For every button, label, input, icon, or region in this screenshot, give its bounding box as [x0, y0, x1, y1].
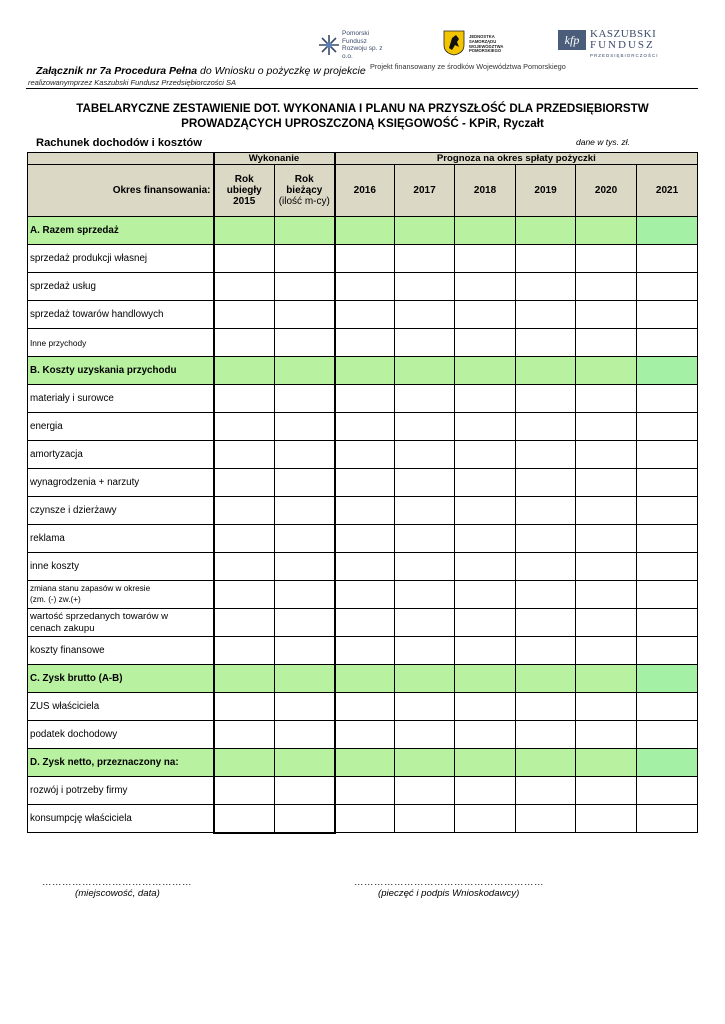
- row-label: [28, 497, 214, 525]
- header-group-row: [28, 153, 698, 165]
- group-execution: Wykonanie: [214, 153, 335, 165]
- unit-note: dane w tys. zł.: [576, 137, 630, 147]
- value-cell[interactable]: [637, 385, 698, 413]
- value-cell[interactable]: [335, 273, 395, 301]
- annex-rest: do Wniosku o pożyczkę w projekcie: [197, 65, 366, 77]
- value-cell[interactable]: [637, 497, 698, 525]
- value-cell[interactable]: [576, 217, 637, 245]
- row-label: [28, 609, 214, 637]
- value-cell[interactable]: [576, 665, 637, 693]
- value-cell[interactable]: [637, 609, 698, 637]
- value-cell[interactable]: [516, 217, 576, 245]
- value-cell[interactable]: [214, 413, 275, 441]
- row-label: [28, 329, 214, 357]
- value-cell[interactable]: [576, 245, 637, 273]
- section-row: [28, 217, 698, 245]
- value-cell[interactable]: [395, 385, 455, 413]
- value-cell[interactable]: [214, 469, 275, 497]
- value-cell[interactable]: [214, 637, 275, 665]
- value-cell[interactable]: [516, 301, 576, 329]
- value-cell[interactable]: [335, 609, 395, 637]
- row-label-text: D. Zysk netto, przeznaczony na:: [30, 757, 179, 768]
- table-row: [28, 805, 698, 833]
- value-cell[interactable]: [576, 749, 637, 777]
- value-cell[interactable]: [637, 301, 698, 329]
- value-cell[interactable]: [576, 329, 637, 357]
- annex-bold: Załącznik nr 7a Procedura Pełna: [36, 65, 198, 77]
- table-row: [28, 441, 698, 469]
- value-cell[interactable]: [395, 581, 455, 609]
- value-cell[interactable]: [637, 469, 698, 497]
- row-label-text: materiały i surowce: [30, 393, 114, 404]
- table-row: [28, 721, 698, 749]
- value-cell[interactable]: [455, 217, 516, 245]
- row-label-text: C. Zysk brutto (A-B): [30, 673, 123, 684]
- voivodeship-logo: [443, 30, 533, 60]
- value-cell[interactable]: [214, 665, 275, 693]
- value-cell[interactable]: [214, 553, 275, 581]
- value-cell[interactable]: [516, 637, 576, 665]
- row-label-text: rozwój i potrzeby firmy: [30, 785, 128, 796]
- value-cell[interactable]: [455, 525, 516, 553]
- value-cell[interactable]: [335, 245, 395, 273]
- value-cell[interactable]: [395, 301, 455, 329]
- value-cell[interactable]: [516, 525, 576, 553]
- value-cell[interactable]: [576, 609, 637, 637]
- row-label-text: czynsze i dzierżawy: [30, 505, 117, 516]
- value-cell[interactable]: [214, 385, 275, 413]
- value-cell[interactable]: [275, 777, 335, 805]
- row-label: [28, 749, 214, 777]
- value-cell[interactable]: [455, 245, 516, 273]
- row-label-text: cenach zakupu: [30, 622, 95, 634]
- value-cell[interactable]: [395, 329, 455, 357]
- value-cell[interactable]: [576, 693, 637, 721]
- row-label-text: Inne przychody: [30, 337, 87, 348]
- value-cell[interactable]: [637, 553, 698, 581]
- row-label: [28, 217, 214, 245]
- value-cell[interactable]: [576, 357, 637, 385]
- row-label: [28, 357, 214, 385]
- table-row: [28, 525, 698, 553]
- row-label: [28, 413, 214, 441]
- value-cell[interactable]: [455, 357, 516, 385]
- value-cell[interactable]: [395, 637, 455, 665]
- pfr-line: Rozwoju sp. z o.o.: [342, 45, 383, 60]
- row-label: [28, 385, 214, 413]
- kfp-mark: kfp: [558, 30, 586, 50]
- value-cell[interactable]: [576, 777, 637, 805]
- row-label-text: B. Koszty uzyskania przychodu: [30, 365, 177, 376]
- row-label-text: zmiana stanu zapasów w okresie: [30, 584, 151, 593]
- value-cell[interactable]: [275, 469, 335, 497]
- pfr-line: Pomorski: [342, 30, 370, 37]
- header-empty-cell: [28, 153, 214, 165]
- woj-line: WOJEWÓDZTWA: [469, 43, 504, 49]
- row-label: [28, 637, 214, 665]
- value-cell[interactable]: [637, 441, 698, 469]
- value-cell[interactable]: [275, 385, 335, 413]
- value-cell[interactable]: [637, 637, 698, 665]
- value-cell[interactable]: [335, 525, 395, 553]
- value-cell[interactable]: [576, 301, 637, 329]
- value-cell[interactable]: [275, 301, 335, 329]
- value-cell[interactable]: [516, 805, 576, 833]
- value-cell[interactable]: [455, 777, 516, 805]
- table-row: [28, 245, 698, 273]
- section-row: [28, 665, 698, 693]
- value-cell[interactable]: [395, 553, 455, 581]
- section-row: [28, 357, 698, 385]
- value-cell[interactable]: [275, 609, 335, 637]
- row-label: [28, 469, 214, 497]
- value-cell[interactable]: [214, 525, 275, 553]
- value-cell[interactable]: [335, 413, 395, 441]
- value-cell[interactable]: [637, 721, 698, 749]
- value-cell[interactable]: [214, 721, 275, 749]
- value-cell[interactable]: [395, 413, 455, 441]
- value-cell[interactable]: [214, 357, 275, 385]
- value-cell[interactable]: [576, 525, 637, 553]
- col-curr-line: bieżący: [286, 185, 323, 196]
- value-cell[interactable]: [275, 665, 335, 693]
- value-cell[interactable]: [455, 385, 516, 413]
- value-cell[interactable]: [214, 273, 275, 301]
- col-curr-year: [275, 165, 335, 217]
- col-curr-line: (ilość m-cy): [278, 196, 330, 207]
- value-cell[interactable]: [516, 553, 576, 581]
- value-cell[interactable]: [576, 497, 637, 525]
- value-cell[interactable]: [275, 749, 335, 777]
- value-cell[interactable]: [637, 581, 698, 609]
- value-cell[interactable]: [455, 413, 516, 441]
- value-cell[interactable]: [637, 525, 698, 553]
- signature-dots-right: …………………………………………………: [354, 877, 544, 888]
- value-cell[interactable]: [335, 581, 395, 609]
- value-cell[interactable]: [275, 329, 335, 357]
- table-row: [28, 777, 698, 805]
- title-line2: PROWADZĄCYCH UPROSZCZONĄ KSIĘGOWOŚĆ - KPiR, Ryczałt: [181, 117, 544, 130]
- value-cell[interactable]: [516, 413, 576, 441]
- table-row: [28, 553, 698, 581]
- value-cell[interactable]: [214, 497, 275, 525]
- value-cell[interactable]: [455, 553, 516, 581]
- row-label-text: ZUS właściciela: [30, 701, 100, 712]
- value-cell[interactable]: [637, 693, 698, 721]
- value-cell[interactable]: [637, 749, 698, 777]
- value-cell[interactable]: [214, 749, 275, 777]
- value-cell[interactable]: [516, 441, 576, 469]
- value-cell[interactable]: [275, 441, 335, 469]
- value-cell[interactable]: [275, 413, 335, 441]
- table-row: [28, 469, 698, 497]
- value-cell[interactable]: [335, 497, 395, 525]
- financial-table: [27, 152, 698, 834]
- value-cell[interactable]: [455, 693, 516, 721]
- header-divider: [26, 88, 698, 89]
- table-row: [28, 385, 698, 413]
- value-cell[interactable]: [455, 329, 516, 357]
- kfp-logo: [558, 28, 658, 62]
- value-cell[interactable]: [335, 637, 395, 665]
- value-cell[interactable]: [214, 777, 275, 805]
- value-cell[interactable]: [335, 469, 395, 497]
- value-cell[interactable]: [395, 441, 455, 469]
- row-label-text: A. Razem sprzedaż: [30, 225, 119, 236]
- value-cell[interactable]: [395, 749, 455, 777]
- value-cell[interactable]: [637, 357, 698, 385]
- col-year: 2019: [516, 165, 576, 217]
- value-cell[interactable]: [214, 441, 275, 469]
- value-cell[interactable]: [335, 749, 395, 777]
- value-cell[interactable]: [275, 525, 335, 553]
- row-label-text: reklama: [30, 533, 65, 544]
- value-cell[interactable]: [395, 693, 455, 721]
- row-label: [28, 245, 214, 273]
- value-cell[interactable]: [395, 217, 455, 245]
- value-cell[interactable]: [335, 357, 395, 385]
- value-cell[interactable]: [637, 413, 698, 441]
- value-cell[interactable]: [214, 693, 275, 721]
- value-cell[interactable]: [395, 721, 455, 749]
- annex-label: [36, 65, 366, 77]
- kfp-line2: FUNDUSZ: [590, 39, 655, 51]
- value-cell[interactable]: [455, 441, 516, 469]
- document-title: [0, 101, 725, 131]
- value-cell[interactable]: [576, 385, 637, 413]
- col-year: 2017: [395, 165, 455, 217]
- value-cell[interactable]: [516, 245, 576, 273]
- period-label: Okres finansowania:: [28, 165, 214, 217]
- row-label-text: sprzedaż produkcji własnej: [30, 253, 148, 264]
- row-label: [28, 805, 214, 833]
- value-cell[interactable]: [516, 693, 576, 721]
- value-cell[interactable]: [395, 805, 455, 833]
- row-label-text: sprzedaż usług: [30, 281, 96, 292]
- value-cell[interactable]: [516, 777, 576, 805]
- woj-line: SAMORZĄDU: [469, 38, 497, 44]
- row-label-text: wartość sprzedanych towarów w: [30, 611, 169, 622]
- row-label-text: (zm. (-) zw.(+): [30, 594, 81, 604]
- value-cell[interactable]: [637, 665, 698, 693]
- value-cell[interactable]: [576, 553, 637, 581]
- row-label: [28, 721, 214, 749]
- value-cell[interactable]: [516, 385, 576, 413]
- value-cell[interactable]: [335, 553, 395, 581]
- value-cell[interactable]: [335, 721, 395, 749]
- col-prev-line: ubiegły: [226, 185, 262, 196]
- value-cell[interactable]: [576, 581, 637, 609]
- table-row: [28, 301, 698, 329]
- value-cell[interactable]: [576, 637, 637, 665]
- value-cell[interactable]: [576, 413, 637, 441]
- value-cell[interactable]: [637, 217, 698, 245]
- col-year: 2021: [637, 165, 698, 217]
- row-label: [28, 441, 214, 469]
- value-cell[interactable]: [395, 273, 455, 301]
- table-row: [28, 329, 698, 357]
- value-cell[interactable]: [576, 273, 637, 301]
- value-cell[interactable]: [637, 273, 698, 301]
- col-prev-line: Rok: [234, 174, 254, 185]
- row-label: [28, 553, 214, 581]
- value-cell[interactable]: [395, 777, 455, 805]
- value-cell[interactable]: [395, 245, 455, 273]
- col-year: 2020: [576, 165, 637, 217]
- realized-by: realizowanymprzez Kaszubski Fundusz Przedsiębiorczości SA: [28, 78, 237, 87]
- value-cell[interactable]: [516, 273, 576, 301]
- row-label: [28, 777, 214, 805]
- header-year-row: [28, 165, 698, 217]
- woj-line: POMORSKIEGO: [469, 48, 502, 54]
- kfp-line3: PRZEDSIĘBIORCZOŚCI: [590, 53, 659, 58]
- value-cell[interactable]: [275, 693, 335, 721]
- value-cell[interactable]: [637, 805, 698, 833]
- value-cell[interactable]: [516, 329, 576, 357]
- table-row: [28, 413, 698, 441]
- griffin-crest-icon: [443, 30, 465, 56]
- value-cell[interactable]: [395, 525, 455, 553]
- value-cell[interactable]: [275, 721, 335, 749]
- woj-line: JEDNOSTKA: [469, 34, 495, 39]
- pfr-logo: [318, 30, 388, 66]
- row-label-text: sprzedaż towarów handlowych: [30, 309, 164, 320]
- value-cell[interactable]: [395, 497, 455, 525]
- value-cell[interactable]: [455, 721, 516, 749]
- value-cell[interactable]: [214, 329, 275, 357]
- value-cell[interactable]: [335, 693, 395, 721]
- value-cell[interactable]: [395, 665, 455, 693]
- signature-dots-left: ………………………………………: [42, 877, 192, 888]
- value-cell[interactable]: [576, 469, 637, 497]
- value-cell[interactable]: [395, 357, 455, 385]
- row-label: [28, 525, 214, 553]
- value-cell[interactable]: [455, 637, 516, 665]
- title-line1: TABELARYCZNE ZESTAWIENIE DOT. WYKONANIA I PLANU NA PRZYSZŁOŚĆ DLA PRZEDSIĘBIORSTW: [76, 102, 649, 115]
- col-year: 2016: [335, 165, 395, 217]
- section-row: [28, 749, 698, 777]
- section-subtitle: Rachunek dochodów i kosztów: [36, 137, 202, 149]
- value-cell[interactable]: [275, 581, 335, 609]
- row-label: [28, 581, 214, 609]
- value-cell[interactable]: [516, 469, 576, 497]
- row-label-text: inne koszty: [30, 561, 80, 572]
- row-label-text: energia: [30, 421, 63, 432]
- value-cell[interactable]: [335, 217, 395, 245]
- value-cell[interactable]: [455, 273, 516, 301]
- value-cell[interactable]: [335, 301, 395, 329]
- value-cell[interactable]: [576, 805, 637, 833]
- value-cell[interactable]: [516, 609, 576, 637]
- value-cell[interactable]: [516, 357, 576, 385]
- row-label-text: amortyzacja: [30, 449, 83, 460]
- value-cell[interactable]: [516, 581, 576, 609]
- value-cell[interactable]: [335, 805, 395, 833]
- value-cell[interactable]: [395, 609, 455, 637]
- value-cell[interactable]: [637, 329, 698, 357]
- value-cell[interactable]: [275, 805, 335, 833]
- value-cell[interactable]: [637, 245, 698, 273]
- value-cell[interactable]: [214, 581, 275, 609]
- table-row: [28, 637, 698, 665]
- table-row: [28, 581, 698, 609]
- value-cell[interactable]: [395, 469, 455, 497]
- value-cell[interactable]: [516, 721, 576, 749]
- table-row: [28, 693, 698, 721]
- row-label-text: konsumpcję właściciela: [30, 813, 132, 824]
- value-cell[interactable]: [335, 385, 395, 413]
- value-cell[interactable]: [455, 497, 516, 525]
- value-cell[interactable]: [455, 301, 516, 329]
- value-cell[interactable]: [275, 357, 335, 385]
- network-star-icon: [318, 34, 340, 56]
- table-row: [28, 497, 698, 525]
- value-cell[interactable]: [576, 721, 637, 749]
- value-cell[interactable]: [335, 777, 395, 805]
- value-cell[interactable]: [576, 441, 637, 469]
- place-date-caption: (miejscowość, data): [75, 888, 160, 899]
- col-year: 2018: [455, 165, 516, 217]
- row-label: [28, 693, 214, 721]
- kfp-line1: KASZUBSKI: [590, 28, 657, 40]
- value-cell[interactable]: [455, 581, 516, 609]
- col-prev-line: 2015: [233, 196, 256, 207]
- value-cell[interactable]: [214, 245, 275, 273]
- table-row: [28, 273, 698, 301]
- row-label: [28, 665, 214, 693]
- value-cell[interactable]: [214, 805, 275, 833]
- project-note: Projekt finansowany ze środków Województwa Pomorskiego: [370, 62, 566, 71]
- col-curr-line: Rok: [294, 174, 314, 185]
- value-cell[interactable]: [455, 749, 516, 777]
- value-cell[interactable]: [335, 329, 395, 357]
- value-cell[interactable]: [455, 609, 516, 637]
- value-cell[interactable]: [455, 469, 516, 497]
- group-forecast: Prognoza na okres spłaty pożyczki: [335, 153, 698, 165]
- col-prev-year: [214, 165, 275, 217]
- value-cell[interactable]: [275, 553, 335, 581]
- stamp-signature-caption: (pieczęć i podpis Wnioskodawcy): [378, 888, 520, 899]
- value-cell[interactable]: [516, 665, 576, 693]
- value-cell[interactable]: [455, 665, 516, 693]
- value-cell[interactable]: [275, 637, 335, 665]
- value-cell[interactable]: [335, 665, 395, 693]
- row-label: [28, 301, 214, 329]
- row-label-text: podatek dochodowy: [30, 729, 118, 740]
- pfr-line: Fundusz: [342, 37, 367, 45]
- value-cell[interactable]: [214, 609, 275, 637]
- value-cell[interactable]: [275, 273, 335, 301]
- table-row: [28, 609, 698, 637]
- value-cell[interactable]: [335, 441, 395, 469]
- value-cell[interactable]: [637, 777, 698, 805]
- value-cell[interactable]: [214, 217, 275, 245]
- value-cell[interactable]: [275, 245, 335, 273]
- value-cell[interactable]: [516, 497, 576, 525]
- logo-bar: [0, 26, 725, 66]
- row-label: [28, 273, 214, 301]
- value-cell[interactable]: [455, 805, 516, 833]
- value-cell[interactable]: [516, 749, 576, 777]
- value-cell[interactable]: [275, 497, 335, 525]
- value-cell[interactable]: [214, 301, 275, 329]
- row-label-text: wynagrodzenia + narzuty: [30, 477, 140, 488]
- row-label-text: koszty finansowe: [30, 645, 105, 656]
- value-cell[interactable]: [275, 217, 335, 245]
